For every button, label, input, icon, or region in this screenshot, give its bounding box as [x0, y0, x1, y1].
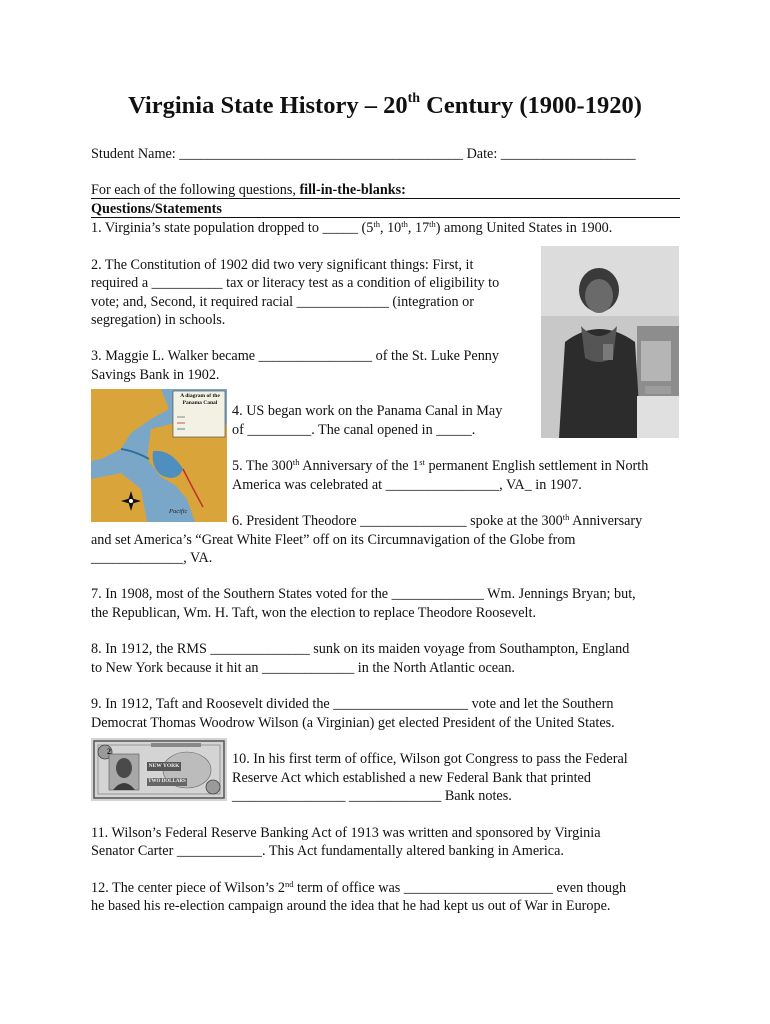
question-5-line: America was celebrated at ________________, VA_ in 1907.: [232, 477, 582, 493]
question-7-line: 7. In 1908, most of the Southern States voted for the _____________ Wm. Jennings Bryan; but,: [91, 586, 636, 602]
question-10-line: 10. In his first term of office, Wilson got Congress to pass the Federal: [232, 751, 628, 767]
map-ocean-label: Pacific: [169, 508, 188, 515]
date-blank[interactable]: ___________________: [500, 146, 636, 162]
map-illustration: [91, 389, 227, 522]
question-12-line: he based his re-election campaign around the idea that he had kept us out of War in Europe.: [91, 898, 611, 914]
question-10-line: ________________ _____________ Bank notes.: [232, 788, 512, 804]
question-10-line: Reserve Act which established a new Federal Bank that printed: [232, 770, 591, 786]
question-9-line: Democrat Thomas Woodrow Wilson (a Virginian) get elected President of the United States.: [91, 715, 615, 731]
question-2-line: 2. The Constitution of 1902 did two very significant things: First, it: [91, 257, 474, 273]
date-label: Date:: [463, 146, 501, 162]
question-3-line: 3. Maggie L. Walker became ________________ of the St. Luke Penny: [91, 348, 499, 364]
question-5-line: 5. The 300th Anniversary of the 1st permanent English settlement in North: [232, 457, 649, 474]
bill-bank-label: NEW YORK: [148, 763, 180, 769]
question-2-line: required a __________ tax or literacy test as a condition of eligibility to: [91, 275, 500, 291]
question-4-line: of _________. The canal opened in _____.: [232, 422, 476, 438]
instructions: For each of the following questions, fill-in-the-blanks:: [91, 182, 406, 198]
question-12-line: 12. The center piece of Wilson’s 2nd term of office was _____________________ even though: [91, 879, 627, 896]
question-2-line: vote; and, Second, it required racial _____________ (integration or: [91, 294, 474, 310]
divider-bottom: [91, 217, 680, 218]
student-info-row: [91, 145, 636, 163]
bill-numeral: 2: [107, 747, 111, 756]
panama-canal-map: [91, 389, 227, 522]
question-6-line: 6. President Theodore _______________ spoke at the 300th Anniversary: [232, 512, 643, 529]
question-3-line: Savings Bank in 1902.: [91, 367, 220, 383]
portrait-illustration: [541, 246, 679, 438]
question-2-line: segregation) in schools.: [91, 312, 226, 328]
question-6-line: and set America’s “Great White Fleet” off on its Circumnavigation of the Globe from: [91, 532, 576, 548]
question-8-line: to New York because it hit an _____________ in the North Atlantic ocean.: [91, 660, 515, 676]
student-name-label: Student Name:: [91, 146, 180, 162]
bill-denomination-label: TWO DOLLARS: [148, 779, 186, 784]
page-title: Virginia State History – 20th Century (1900-1920): [128, 91, 642, 119]
question-8-line: 8. In 1912, the RMS ______________ sunk on its maiden voyage from Southampton, England: [91, 641, 630, 657]
question-11-line: 11. Wilson’s Federal Reserve Banking Act of 1913 was written and sponsored by Virginia: [91, 825, 601, 841]
divider-top: [91, 198, 680, 199]
question-9-line: 9. In 1912, Taft and Roosevelt divided the ___________________ vote and let the Southern: [91, 696, 614, 712]
question-4-line: 4. US began work on the Panama Canal in May: [232, 403, 503, 419]
section-header: Questions/Statements: [91, 201, 222, 217]
two-dollar-bill-image: [91, 738, 227, 801]
question-1: 1. Virginia’s state population dropped to _____ (5th, 10th, 17th) among United States in 1900.: [91, 219, 613, 236]
question-6-line: _____________, VA.: [91, 550, 213, 566]
map-title: A diagram of the Panama Canal: [180, 393, 220, 406]
maggie-walker-photo: [541, 246, 679, 438]
question-7-line: the Republican, Wm. H. Taft, won the election to replace Theodore Roosevelt.: [91, 605, 536, 621]
student-name-blank[interactable]: ________________________________________: [179, 146, 464, 162]
question-11-line: Senator Carter ____________. This Act fundamentally altered banking in America.: [91, 843, 564, 859]
